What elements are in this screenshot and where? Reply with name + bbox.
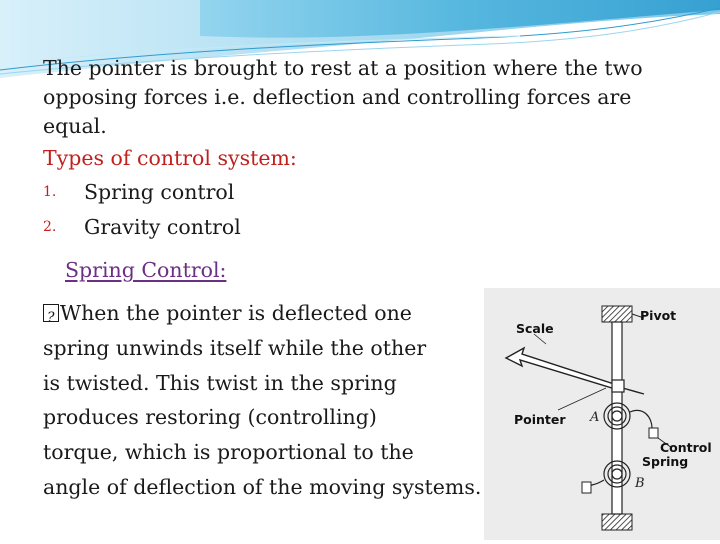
list-label: Gravity control — [84, 215, 241, 239]
paragraph-line: produces restoring (controlling) — [43, 405, 377, 430]
paragraph-line: angle of deflection of the moving systems. — [43, 474, 482, 499]
paragraph-line: is twisted. This twist in the spring — [43, 370, 397, 395]
spring-b — [590, 461, 630, 487]
paragraph-line: spring unwinds itself while the other — [43, 335, 427, 360]
paragraph-line: ?When the pointer is deflected one — [43, 296, 493, 331]
control-spring-label: Control — [660, 440, 712, 455]
pivot-bearing-bottom — [602, 514, 632, 530]
missing-glyph-box-icon — [43, 304, 59, 322]
letter-b: B — [635, 476, 645, 491]
spindle — [612, 322, 622, 514]
list-number: 1. — [43, 184, 57, 200]
intro-block — [43, 54, 683, 245]
letter-a: A — [590, 410, 600, 425]
scale-label: Scale — [516, 321, 554, 336]
paragraph-line: torque, which is proportional to the — [43, 440, 414, 465]
list-item — [43, 210, 683, 245]
spring-control-paragraph — [43, 296, 493, 505]
pointer-hub — [612, 380, 624, 392]
pointer-label: Pointer — [514, 412, 566, 427]
section-title: Spring Control: — [65, 258, 227, 282]
spring-control-diagram — [484, 288, 720, 540]
spring-a — [604, 403, 652, 429]
pointer-arrow — [506, 348, 614, 388]
list-label: Spring control — [84, 180, 235, 204]
control-spring-label-2: Spring — [642, 454, 689, 469]
types-heading: Types of control system: — [43, 146, 297, 170]
pivot-label: Pivot — [640, 308, 677, 323]
intro-text: The pointer is brought to rest at a position where the two opposing forces i.e. deflection and controlling forces are equal. — [43, 56, 643, 138]
list-item — [43, 175, 683, 210]
pivot-bearing-top — [602, 306, 632, 322]
list-number: 2. — [43, 219, 57, 235]
